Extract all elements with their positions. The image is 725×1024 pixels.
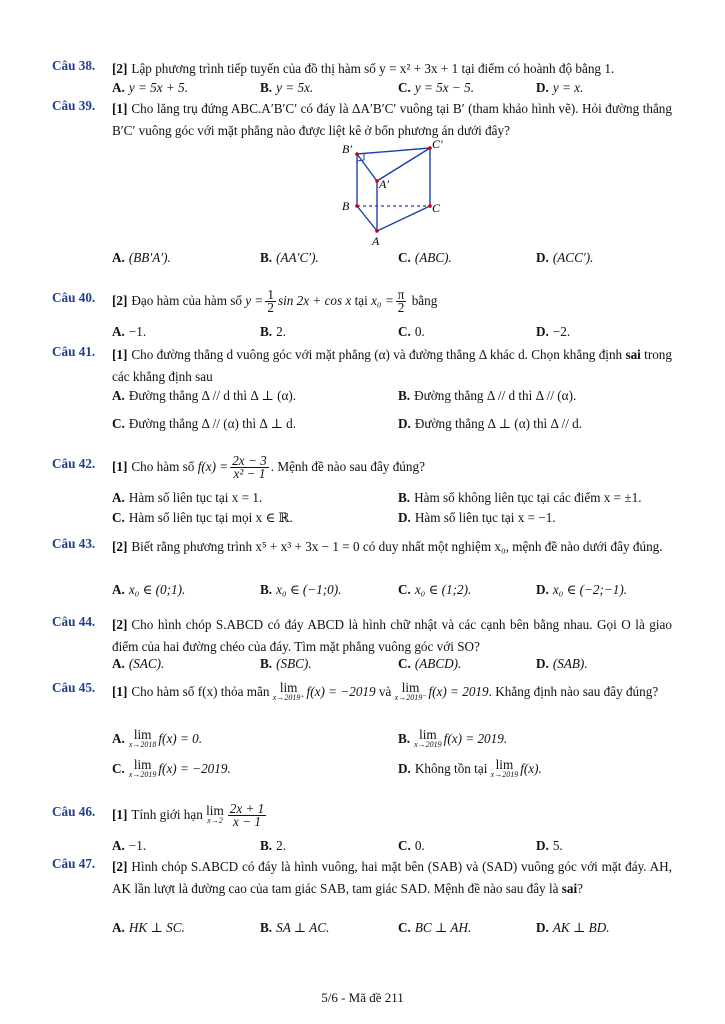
option-b: B. 2. — [260, 324, 286, 339]
option-d: D. x₀ ∈ (−2;−1). — [536, 582, 628, 597]
limit: lim x→2019⁻ — [394, 679, 427, 702]
question-number: Câu 41. — [52, 344, 96, 359]
option-a: A. (BB′A′). — [112, 250, 171, 265]
option-a: A. x₀ ∈ (0;1). — [112, 582, 186, 597]
option-b: B. y = 5x. — [260, 80, 314, 95]
question-number: Câu 45. — [52, 680, 96, 695]
option-a: A. −1. — [112, 838, 147, 853]
question-stem: [2] Hình chóp S.ABCD có đáy là hình vuông, hai mặt bên (SAB) và (SAD) vuông góc với mặt đáy. AH, AK lần lượt là đường cao của tam giác SAB, tam giác SAD. Mệnh đề nào sau đây là sai? — [112, 859, 672, 896]
question-stem: [1] Tính giới hạn lim x→2 $\frac{2x + 1}{x - 1}$ — [112, 801, 265, 830]
option-b: B. lim x→2019 f(x) = 2019. — [398, 727, 508, 749]
option-b: B. Hàm số không liên tục tại các điểm x = ±1. — [398, 490, 642, 505]
option-d: D. 5. — [536, 838, 563, 853]
option-a: A. HK ⊥ SC. — [112, 920, 185, 935]
option-b: B. (AA′C′). — [260, 250, 319, 265]
question-number: Câu 42. — [52, 456, 96, 471]
question-number: Câu 38. — [52, 58, 96, 73]
question-number: Câu 43. — [52, 536, 96, 551]
svg-text:A: A — [372, 234, 380, 248]
option-c: C. lim x→2019 f(x) = −2019. — [112, 757, 231, 779]
option-d: D. AK ⊥ BD. — [536, 920, 610, 935]
svg-text:C′: C′ — [432, 137, 443, 151]
svg-text:C: C — [432, 201, 441, 215]
question-stem: [1] Cho đường thẳng d vuông góc với mặt phẳng (α) và đường thẳng Δ khác d. Chọn khẳng định sai trong các khẳng định sau — [112, 347, 672, 384]
option-c: C. y = 5x − 5. — [398, 80, 475, 95]
question-stem: [2] Lập phương trình tiếp tuyến của đồ thị hàm số y = x² + 3x + 1 tại điểm có hoành độ bằng 1. — [112, 61, 615, 76]
option-c: C. Đường thẳng Δ // (α) thì Δ ⊥ d. — [112, 416, 297, 431]
fraction: $\frac{2x - 3}{\text{x² − 1}}$ — [232, 453, 267, 482]
option-a: A. y = 5x + 5. — [112, 80, 189, 95]
option-a: A. lim x→2018 f(x) = 0. — [112, 727, 203, 749]
option-d: D. (SAB). — [536, 656, 588, 671]
option-c: C. x₀ ∈ (1;2). — [398, 582, 472, 597]
svg-text:B′: B′ — [342, 142, 352, 156]
question-stem: [2] Cho hình chóp S.ABCD có đáy ABCD là hình chữ nhật và các cạnh bên bằng nhau. Gọi O là giao điểm của hai đường chéo của đáy. Tìm mặt phẳng vuông góc với SO? — [112, 617, 672, 654]
option-b: B. x₀ ∈ (−1;0). — [260, 582, 342, 597]
question-number: Câu 46. — [52, 804, 96, 819]
option-b: B. SA ⊥ AC. — [260, 920, 330, 935]
option-c: C. BC ⊥ AH. — [398, 920, 472, 935]
option-b: B. 2. — [260, 838, 286, 853]
option-c: C. (ABCD). — [398, 656, 462, 671]
question-number: Câu 47. — [52, 856, 96, 871]
prism-figure — [332, 136, 452, 248]
question-stem: [2] Đạo hàm của hàm số y = $\frac{1}{2}$ sin 2x + cos x tại x₀ = $\frac{\pi}{2}$ bằng — [112, 287, 438, 316]
option-b: B. (SBC). — [260, 656, 312, 671]
option-d: D. Đường thẳng Δ ⊥ (α) thì Δ // d. — [398, 416, 583, 431]
svg-text:A′: A′ — [379, 177, 389, 191]
svg-text:B: B — [342, 199, 350, 213]
question-stem: [1] Cho hàm số f(x) = $\frac{2x - 3}{\text{x² − 1}}$ . Mệnh đề nào sau đây đúng? — [112, 453, 425, 482]
option-a: A. Đường thẳng Δ // d thì Δ ⊥ (α). — [112, 388, 297, 403]
page-footer: 5/6 - Mã đề 211 — [321, 990, 404, 1005]
option-c: C. 0. — [398, 838, 425, 853]
option-d: D. Không tồn tại lim x→2019 f(x). — [398, 757, 542, 779]
option-c: C. (ABC). — [398, 250, 452, 265]
option-a: A. (SAC). — [112, 656, 165, 671]
fraction: $\frac{\pi}{2}$ — [397, 287, 405, 316]
question-stem: [1] Cho lăng trụ đứng ABC.A′B′C′ có đáy là ΔA′B′C′ vuông tại B′ (tham khảo hình vẽ). Hỏi đường thẳng B′C′ vuông góc với mặt phẳng nào được liệt kê ở bốn phương án dưới đây? — [112, 101, 672, 138]
question-number: Câu 39. — [52, 98, 96, 113]
option-d: D. y = x. — [536, 80, 584, 95]
fraction: $\frac{2x + 1}{x - 1}$ — [229, 801, 265, 830]
option-d: D. (ACC′). — [536, 250, 594, 265]
option-a: A. −1. — [112, 324, 147, 339]
option-d: D. Hàm số liên tục tại x = −1. — [398, 510, 556, 525]
question-stem: [1] Cho hàm số f(x) thỏa mãn lim x→2019⁺ f(x) = −2019 và lim x→2019⁻ f(x) = 2019. Khẳng định nào sau đây đúng? — [112, 679, 659, 702]
question-stem: [2] Biết rằng phương trình x⁵ + x³ + 3x − 1 = 0 có duy nhất một nghiệm x₀, mệnh đề nào dưới đây đúng. — [112, 539, 663, 554]
option-b: B. Đường thẳng Δ // d thì Δ // (α). — [398, 388, 577, 403]
option-c: C. 0. — [398, 324, 425, 339]
option-a: A. Hàm số liên tục tại x = 1. — [112, 490, 263, 505]
option-d: D. −2. — [536, 324, 571, 339]
question-number: Câu 44. — [52, 614, 96, 629]
limit: lim x→2 — [206, 802, 224, 825]
limit: lim x→2019⁺ — [272, 679, 305, 702]
question-number: Câu 40. — [52, 290, 96, 305]
fraction: $\frac{1}{2}$ — [267, 287, 274, 316]
option-c: C. Hàm số liên tục tại mọi x ∈ ℝ. — [112, 510, 293, 525]
